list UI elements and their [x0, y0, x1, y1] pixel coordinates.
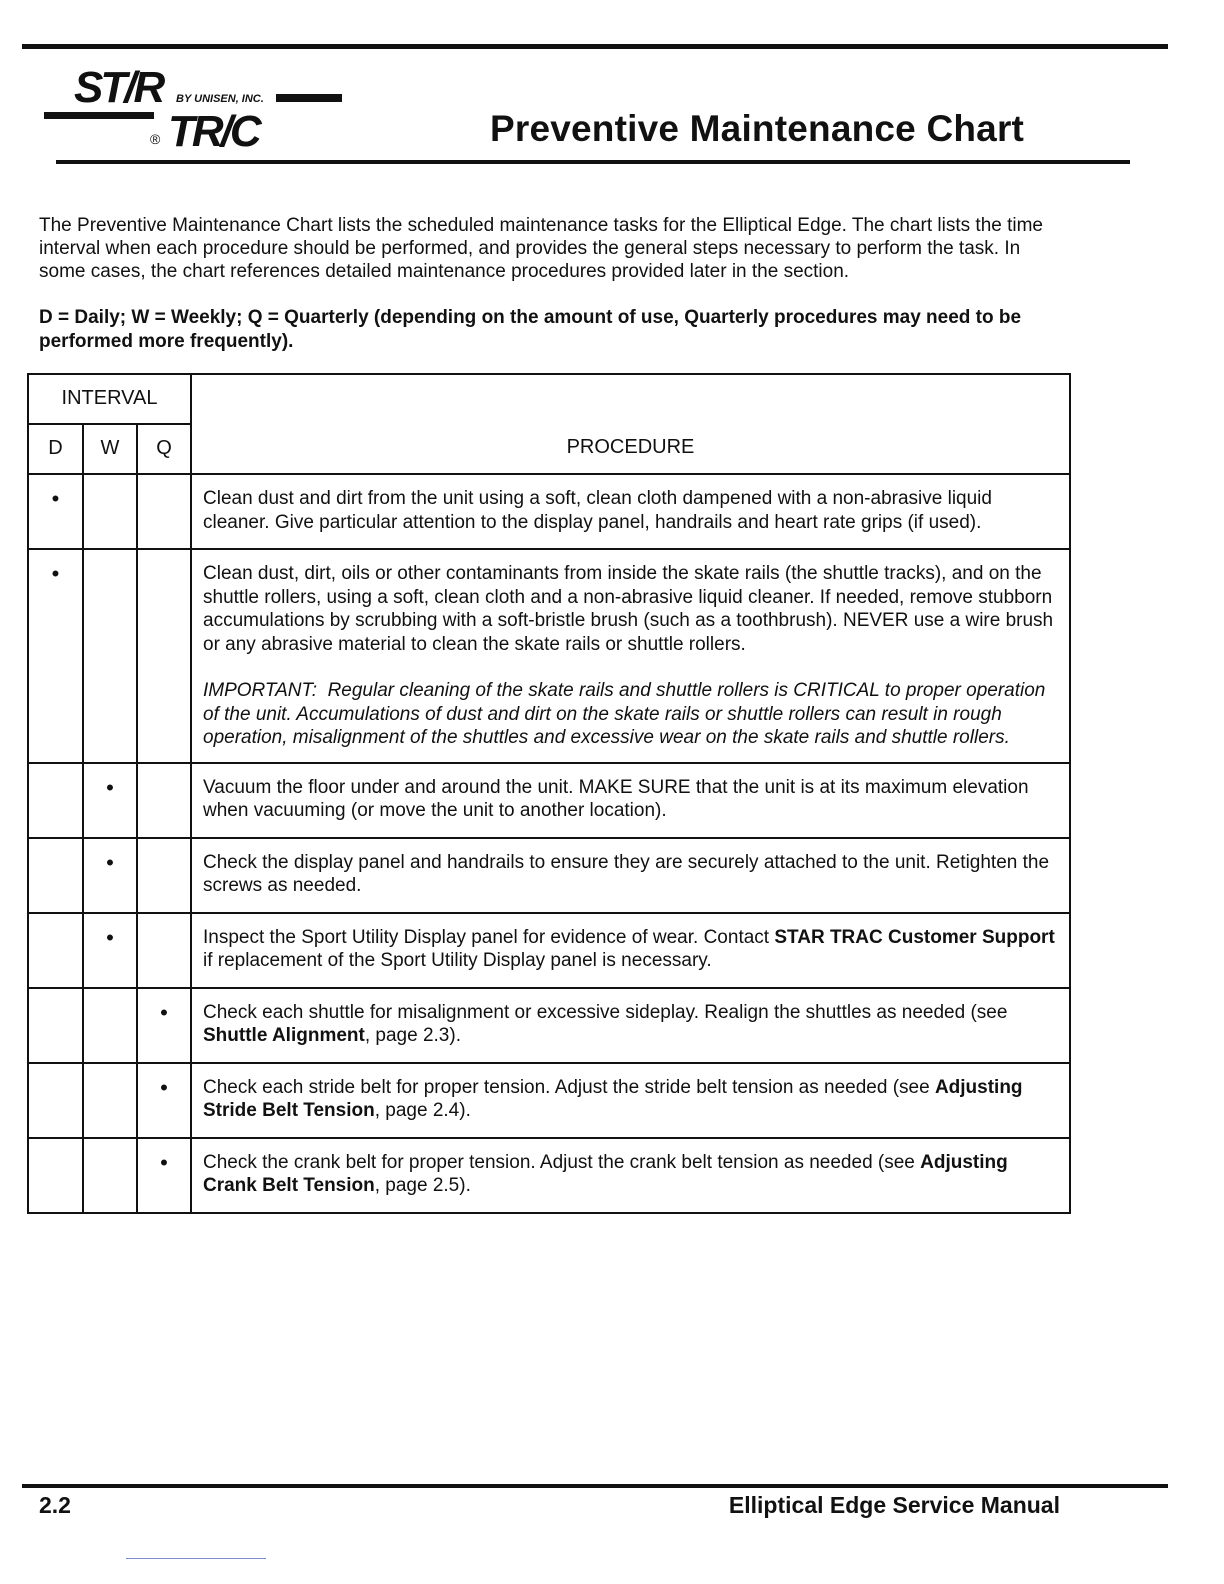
- weekly-mark: [83, 988, 137, 1063]
- procedure-text: Check each stride belt for proper tension. Adjust the stride belt tension as needed (see Adjusting Stride Belt Tension, page 2.4).: [203, 1076, 1023, 1121]
- svg-text:®: ®: [150, 131, 161, 147]
- interval-header: INTERVAL: [28, 374, 191, 424]
- weekly-mark: •: [83, 838, 137, 913]
- procedure-text: Check the crank belt for proper tension. Adjust the crank belt tension as needed (see Adjusting Crank Belt Tension, page 2.5).: [203, 1151, 1008, 1196]
- reference-bold: Adjusting Crank Belt Tension: [203, 1151, 1008, 1196]
- title-rule: [56, 160, 1130, 164]
- column-quarterly: Q: [137, 424, 191, 474]
- procedure-text: Inspect the Sport Utility Display panel for evidence of wear. Contact STAR TRAC Customer Support if replacement of the Sport Utility Display panel is necessary.: [203, 926, 1055, 971]
- reference-bold: Adjusting Stride Belt Tension: [203, 1076, 1023, 1121]
- svg-text:TR/C: TR/C: [168, 107, 259, 156]
- procedure-cell: [191, 1063, 1070, 1138]
- procedure-cell: [191, 763, 1070, 838]
- procedure-cell: [191, 913, 1070, 988]
- quarterly-mark: [137, 549, 191, 763]
- svg-text:ST/R: ST/R: [74, 63, 163, 112]
- table-row: [28, 549, 1070, 763]
- table-row: [28, 1138, 1070, 1213]
- table-row: [28, 838, 1070, 913]
- column-weekly: W: [83, 424, 137, 474]
- table-row: [28, 474, 1070, 549]
- column-daily: D: [28, 424, 83, 474]
- decorative-line: [126, 1558, 266, 1559]
- procedure-cell: [191, 838, 1070, 913]
- table-row: [28, 913, 1070, 988]
- star-trac-logo: [44, 62, 354, 158]
- quarterly-mark: •: [137, 988, 191, 1063]
- quarterly-mark: •: [137, 1138, 191, 1213]
- weekly-mark: [83, 1138, 137, 1213]
- procedure-text: Vacuum the floor under and around the unit. MAKE SURE that the unit is at its maximum elevation when vacuuming (or move the unit to another location).: [203, 776, 1029, 821]
- procedure-text: Clean dust and dirt from the unit using a soft, clean cloth dampened with a non-abrasive liquid cleaner. Give particular attention to the display panel, handrails and heart rate grips (if used).: [203, 488, 992, 533]
- intro-paragraph: The Preventive Maintenance Chart lists the scheduled maintenance tasks for the Elliptical Edge. The chart lists the time interval when each procedure should be performed, and provides the general steps necessary to perform the task. In some cases, the chart references detailed maintenance procedures provided later in the section.: [39, 215, 1043, 282]
- procedure-cell: [191, 474, 1070, 549]
- daily-mark: •: [28, 549, 83, 763]
- daily-mark: [28, 1063, 83, 1138]
- procedure-text: Clean dust, dirt, oils or other contaminants from inside the skate rails (the shuttle tracks), and on the shuttle rollers, using a soft, clean cloth and a non-abrasive liquid cleaner. If needed, remove stubborn accumulations by scrubbing with a soft-bristle brush (such as a toothbrush). NEVER use a wire brush or any abrasive material to clean the skate rails or shuttle rollers.: [203, 563, 1054, 655]
- procedure-text: Check each shuttle for misalignment or excessive sideplay. Realign the shuttles as needed (see Shuttle Alignment, page 2.3).: [203, 1001, 1008, 1046]
- procedure-cell: [191, 549, 1070, 763]
- weekly-mark: •: [83, 763, 137, 838]
- important-note: [203, 679, 1059, 750]
- daily-mark: •: [28, 474, 83, 549]
- procedure-text: Check the display panel and handrails to ensure they are securely attached to the unit. Retighten the screws as needed.: [203, 851, 1050, 896]
- weekly-mark: [83, 1063, 137, 1138]
- daily-mark: [28, 913, 83, 988]
- weekly-mark: [83, 474, 137, 549]
- quarterly-mark: •: [137, 1063, 191, 1138]
- quarterly-mark: [137, 474, 191, 549]
- procedure-header: PROCEDURE: [191, 374, 1070, 474]
- quarterly-mark: [137, 763, 191, 838]
- daily-mark: [28, 763, 83, 838]
- weekly-mark: [83, 549, 137, 763]
- table-row: [28, 1063, 1070, 1138]
- table-row: [28, 988, 1070, 1063]
- page-title: Preventive Maintenance Chart: [490, 108, 1025, 149]
- table-row: [28, 763, 1070, 838]
- quarterly-mark: [137, 913, 191, 988]
- daily-mark: [28, 1138, 83, 1213]
- daily-mark: [28, 838, 83, 913]
- interval-legend: D = Daily; W = Weekly; Q = Quarterly (depending on the amount of use, Quarterly procedures may need to be performed more frequently).: [39, 307, 1022, 352]
- important-text: Regular cleaning of the skate rails and shuttle rollers is CRITICAL to proper operation of the unit. Accumulations of dust and dirt on the skate rails or shuttle rollers can result in rough operation, misalignment of the shuttles and excessive wear on the skate rails and shuttle rollers.: [203, 680, 1046, 748]
- top-rule: [22, 44, 1168, 49]
- footer-rule: [22, 1484, 1168, 1488]
- daily-mark: [28, 988, 83, 1063]
- svg-text:BY UNISEN, INC.: BY UNISEN, INC.: [176, 93, 264, 105]
- manual-title: Elliptical Edge Service Manual: [728, 1492, 1060, 1518]
- procedure-cell: [191, 988, 1070, 1063]
- reference-bold: STAR TRAC Customer Support: [774, 926, 1055, 948]
- important-label: IMPORTANT:: [203, 680, 317, 701]
- page-number: 2.2: [39, 1492, 71, 1518]
- weekly-mark: •: [83, 913, 137, 988]
- maintenance-table: [27, 373, 1071, 1214]
- quarterly-mark: [137, 838, 191, 913]
- reference-bold: Shuttle Alignment: [203, 1025, 365, 1046]
- procedure-cell: [191, 1138, 1070, 1213]
